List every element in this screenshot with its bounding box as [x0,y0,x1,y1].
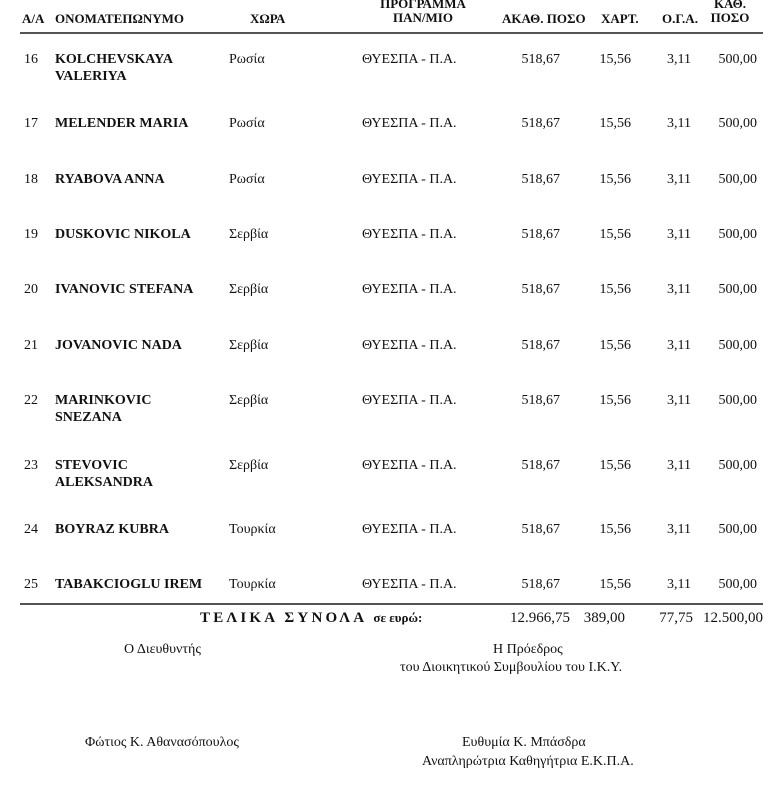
row-number: 18 [24,172,38,187]
row-program: ΘΥΕΣΠΑ - Π.Α. [362,577,457,592]
row-gross: 518,67 [521,577,560,592]
row-oga: 3,11 [667,282,691,297]
row-stamp: 15,56 [599,458,631,473]
row-number: 20 [24,282,38,297]
row-oga: 3,11 [667,577,691,592]
president-board: του Διοικητικού Συμβουλίου του Ι.Κ.Υ. [400,660,623,675]
row-net: 500,00 [718,577,757,592]
row-country: Τουρκία [229,577,276,592]
row-gross: 518,67 [521,458,560,473]
row-gross: 518,67 [521,116,560,131]
row-gross: 518,67 [521,522,560,537]
row-program: ΘΥΕΣΠΑ - Π.Α. [362,52,457,67]
row-stamp: 15,56 [599,282,631,297]
row-name: JOVANOVIC NADA [55,338,182,353]
header-name: ΟΝΟΜΑΤΕΠΩΝΥΜΟ [55,11,185,26]
row-net: 500,00 [718,52,757,67]
row-oga: 3,11 [667,338,691,353]
director-title: Ο Διευθυντής [124,642,201,657]
row-name: TABAKCIOGLU IREM [55,577,203,592]
row-oga: 3,11 [667,393,691,408]
row-number: 17 [24,116,38,131]
row-number: 23 [24,458,38,473]
row-stamp: 15,56 [599,577,631,592]
row-country: Σερβία [229,338,269,353]
header-divider [20,32,763,34]
row-country: Σερβία [229,282,269,297]
row-name: BOYRAZ KUBRA [55,522,169,537]
row-gross: 518,67 [521,393,560,408]
row-gross: 518,67 [521,282,560,297]
header-program [370,0,476,25]
row-net: 500,00 [718,522,757,537]
row-oga: 3,11 [667,116,691,131]
totals-label-main: ΤΕΛΙΚΑ ΣΥΝΟΛΑ [200,610,367,626]
row-number: 19 [24,227,38,242]
table-row [0,115,776,155]
president-name: Ευθυμία Κ. Μπάσδρα [462,735,586,750]
row-name: KOLCHEVSKAYA VALERIYA [55,52,173,84]
row-net: 500,00 [718,458,757,473]
row-net: 500,00 [718,338,757,353]
row-program: ΘΥΕΣΠΑ - Π.Α. [362,458,457,473]
row-name: STEVOVIC ALEKSANDRA [55,458,154,490]
row-stamp: 15,56 [599,522,631,537]
row-oga: 3,11 [667,227,691,242]
row-program: ΘΥΕΣΠΑ - Π.Α. [362,172,457,187]
row-number: 16 [24,52,38,67]
row-oga: 3,11 [667,458,691,473]
row-number: 24 [24,522,38,537]
row-stamp: 15,56 [599,227,631,242]
row-gross: 518,67 [521,227,560,242]
row-country: Ρωσία [229,172,265,187]
row-country: Τουρκία [229,522,276,537]
header-net [710,0,750,25]
table-row [0,457,776,497]
total-stamp: 389,00 [583,610,625,626]
row-net: 500,00 [718,393,757,408]
table-row [0,51,776,91]
row-name: IVANOVIC STEFANA [55,282,194,297]
row-program: ΘΥΕΣΠΑ - Π.Α. [362,282,457,297]
row-program: ΘΥΕΣΠΑ - Π.Α. [362,227,457,242]
row-country: Σερβία [229,227,269,242]
header-oga: Ο.Γ.Α. [662,11,698,26]
row-stamp: 15,56 [599,393,631,408]
row-oga: 3,11 [667,522,691,537]
row-stamp: 15,56 [599,52,631,67]
totals-label [200,609,422,627]
header-country: ΧΩΡΑ [250,11,286,26]
president-position: Αναπληρώτρια Καθηγήτρια Ε.Κ.Π.Α. [422,754,634,769]
row-oga: 3,11 [667,172,691,187]
row-name: MELENDER MARIA [55,116,189,131]
row-stamp: 15,56 [599,172,631,187]
table-row [0,337,776,377]
row-name: MARINKOVIC SNEZANA [55,393,152,425]
row-country: Ρωσία [229,52,265,67]
header-net-line2: ΠΟΣΟ [710,10,750,25]
row-country: Ρωσία [229,116,265,131]
row-country: Σερβία [229,458,269,473]
table-row [0,521,776,561]
total-net: 12.500,00 [703,610,763,626]
header-program-line2: ΠΑΝ/ΜΙΟ [393,10,453,25]
table-row [0,281,776,321]
row-net: 500,00 [718,172,757,187]
row-stamp: 15,56 [599,116,631,131]
row-country: Σερβία [229,393,269,408]
row-number: 22 [24,393,38,408]
totals-divider [20,603,763,605]
row-gross: 518,67 [521,338,560,353]
total-gross: 12.966,75 [510,610,570,626]
row-stamp: 15,56 [599,338,631,353]
total-oga: 77,75 [659,610,693,626]
header-stamp: ΧΑΡΤ. [601,11,639,26]
row-program: ΘΥΕΣΠΑ - Π.Α. [362,522,457,537]
row-program: ΘΥΕΣΠΑ - Π.Α. [362,393,457,408]
table-row [0,392,776,432]
row-net: 500,00 [718,227,757,242]
row-name: DUSKOVIC NIKOLA [55,227,191,242]
header-net-line1: ΚΑΘ. [713,0,747,11]
row-net: 500,00 [718,282,757,297]
president-title: Η Πρόεδρος [493,642,563,657]
row-program: ΘΥΕΣΠΑ - Π.Α. [362,338,457,353]
row-number: 25 [24,577,38,592]
totals-label-suffix: σε ευρώ: [373,610,423,625]
table-row [0,226,776,266]
header-gross: ΑΚΑΘ. ΠΟΣΟ [502,11,586,26]
row-oga: 3,11 [667,52,691,67]
row-number: 21 [24,338,38,353]
header-program-line1: ΠΡΟΓΡΑΜΜΑ [380,0,466,11]
row-gross: 518,67 [521,52,560,67]
row-net: 500,00 [718,116,757,131]
header-aa: Α/Α [22,11,45,26]
table-row [0,171,776,211]
row-name: RYABOVA ANNA [55,172,165,187]
row-program: ΘΥΕΣΠΑ - Π.Α. [362,116,457,131]
row-gross: 518,67 [521,172,560,187]
director-name: Φώτιος Κ. Αθανασόπουλος [85,735,239,750]
